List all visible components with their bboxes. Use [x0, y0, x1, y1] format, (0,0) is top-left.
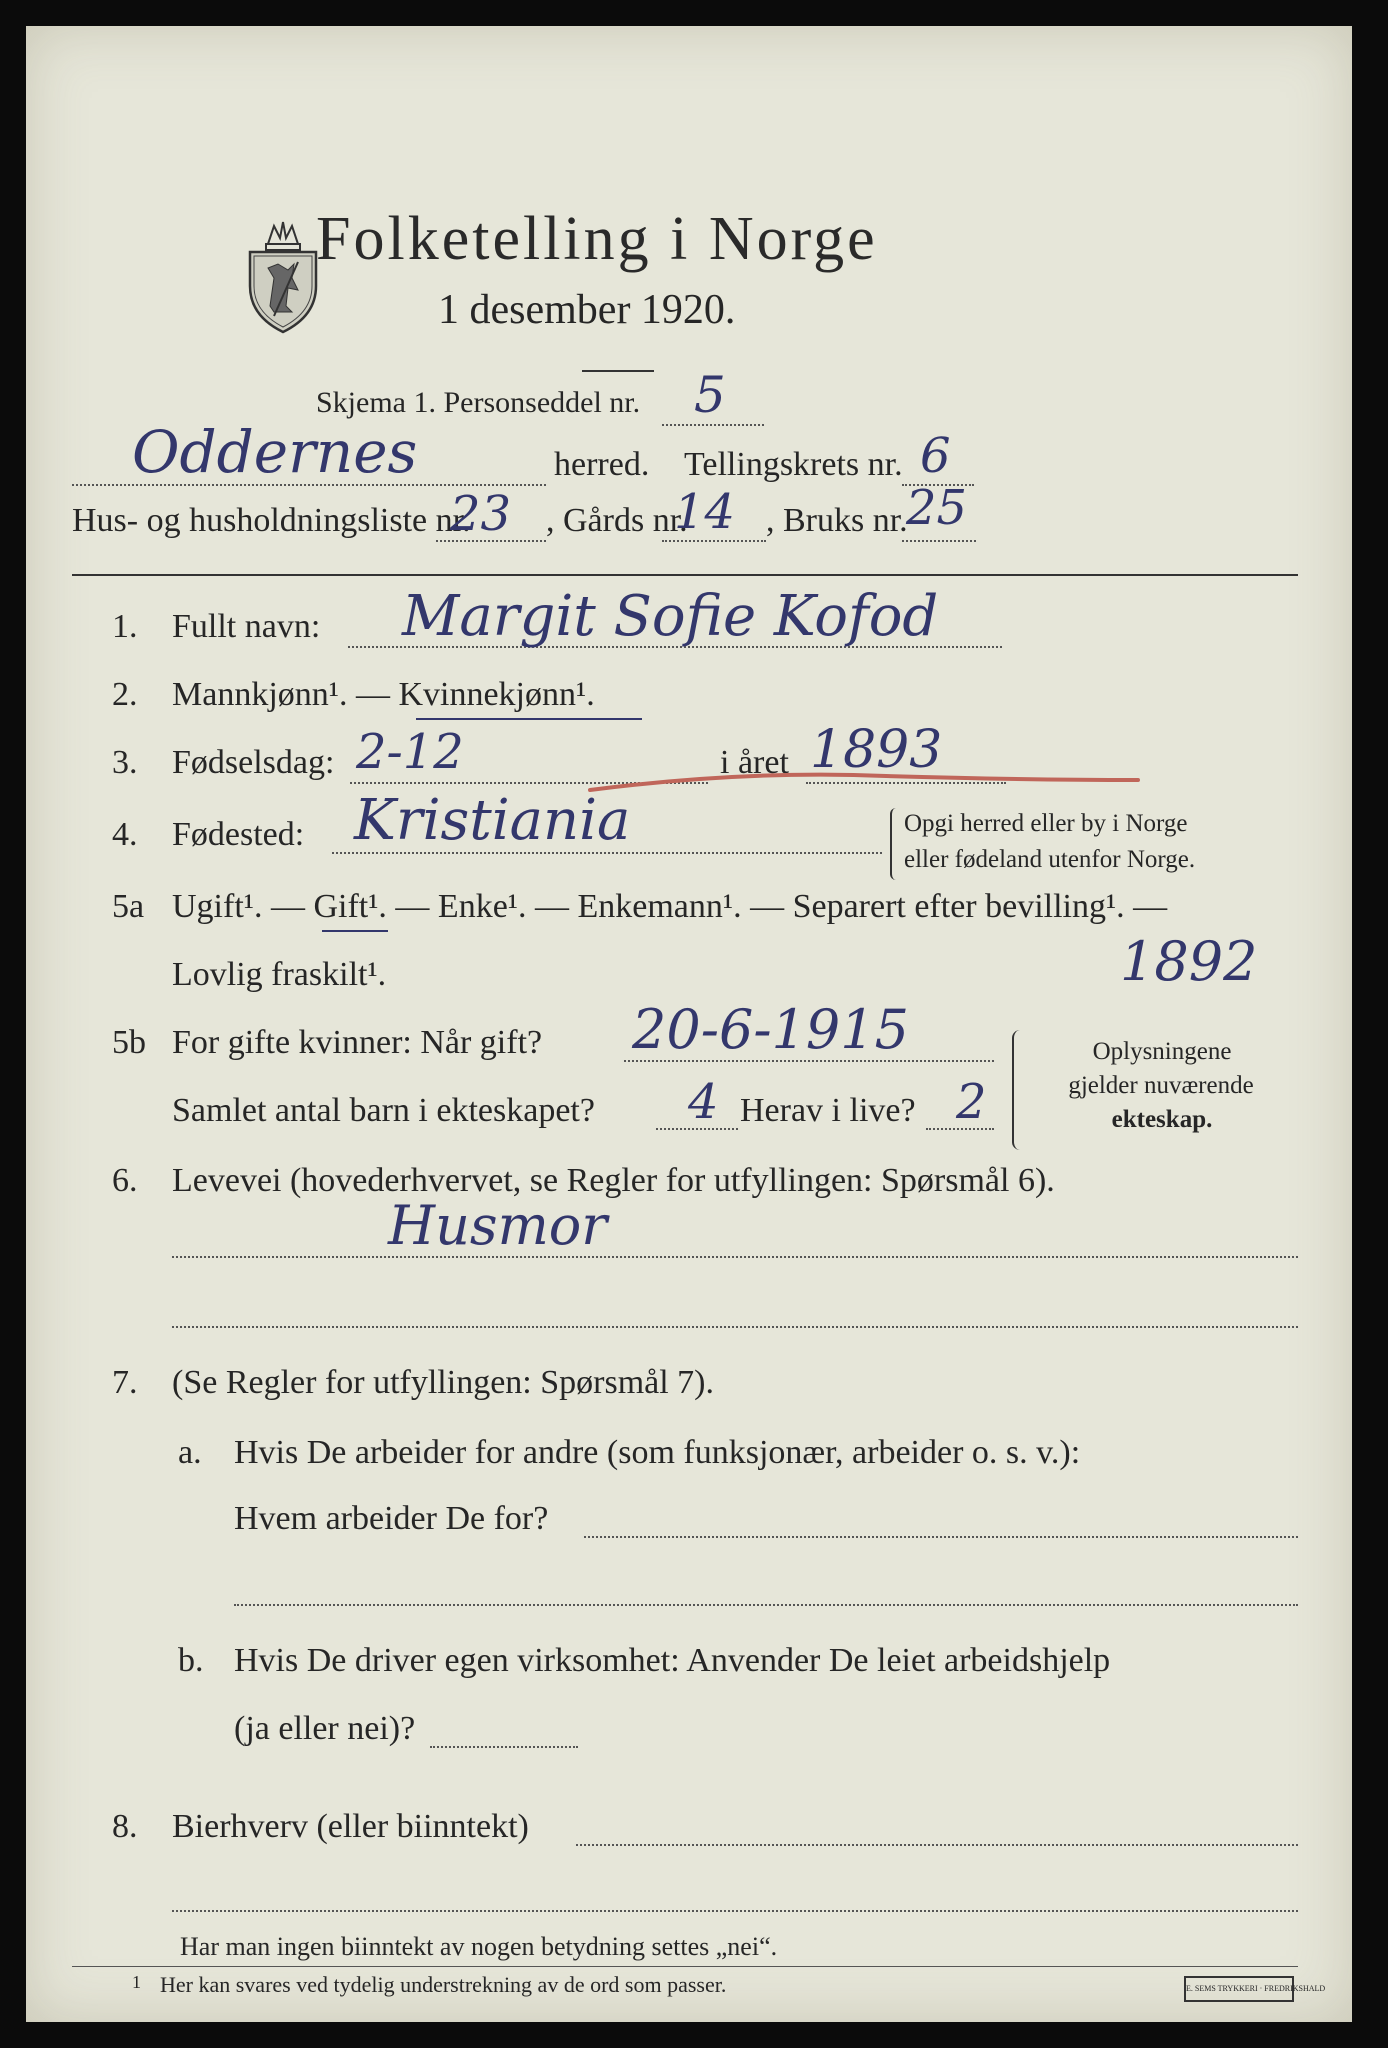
- herred-label: herred.: [554, 446, 650, 483]
- q7-label: (Se Regler for utfyllingen: Spørsmål 7).: [172, 1364, 715, 1401]
- birth-year-label: i året: [720, 744, 789, 781]
- q4-label: Fødested:: [172, 816, 305, 853]
- q7b-letter: b.: [178, 1642, 204, 1679]
- marital-status-options: Ugift¹. — Gift¹. — Enke¹. — Enkemann¹. — Separert efter bevilling¹. —: [172, 888, 1168, 925]
- q6-number: 6.: [112, 1162, 138, 1199]
- q7a-line1: Hvis De arbeider for andre (som funksjonær, arbeider o. s. v.):: [234, 1434, 1081, 1471]
- personseddel-nr-line: [662, 424, 764, 426]
- marital-status-underline[interactable]: [322, 930, 388, 932]
- full-name-value[interactable]: Margit Sofie Kofod: [402, 584, 939, 649]
- q2-number: 2.: [112, 676, 138, 713]
- herred-value[interactable]: Oddernes: [132, 418, 418, 486]
- skjema-label: Skjema 1. Personseddel nr.: [316, 386, 641, 419]
- q3-label: Fødselsdag:: [172, 744, 335, 781]
- occupation-line-2: [172, 1326, 1298, 1328]
- gards-nr-value[interactable]: 14: [674, 484, 736, 540]
- gards-nr-line: [662, 540, 766, 542]
- q6-label: Levevei (hovederhvervet, se Regler for utfyllingen: Spørsmål 6).: [172, 1162, 1055, 1199]
- husholdningsliste-label: Hus- og husholdningsliste nr.: [72, 502, 471, 539]
- printer-stamp: E. SEMS TRYKKERI · FREDRIKSHALD: [1184, 1976, 1294, 2002]
- q7a-letter: a.: [178, 1434, 202, 1471]
- birth-year-value[interactable]: 1893: [810, 720, 943, 780]
- footnote-marker: 1: [132, 1972, 141, 1992]
- q8-label: Bierhverv (eller biinntekt): [172, 1808, 529, 1845]
- bruks-label: , Bruks nr.: [766, 502, 908, 539]
- census-date: 1 desember 1920.: [438, 287, 736, 333]
- marriage-date-value[interactable]: 20-6-1915: [632, 998, 909, 1061]
- gender-selection-underline[interactable]: [416, 718, 642, 720]
- bruks-nr-value[interactable]: 25: [906, 480, 968, 536]
- occupation-line-1: [172, 1256, 1298, 1258]
- census-form: [26, 26, 1352, 2022]
- side-income-note: Har man ingen biinntekt av nogen betydning settes „nei“.: [180, 1932, 778, 1961]
- red-pencil-stroke: [586, 760, 1146, 800]
- q7b-line1: Hvis De driver egen virksomhet: Anvender De leiet arbeidshjelp: [234, 1642, 1111, 1679]
- footer-divider: [72, 1966, 1298, 1967]
- marriage-note-brace: [1012, 1030, 1024, 1150]
- q8-number: 8.: [112, 1808, 138, 1845]
- q1-number: 1.: [112, 608, 138, 645]
- marital-status-options-line2: Lovlig fraskilt¹.: [172, 956, 387, 993]
- q7a-line2: Hvem arbeider De for?: [234, 1500, 549, 1537]
- hired-help-line[interactable]: [430, 1746, 578, 1748]
- employer-line-2[interactable]: [234, 1604, 1298, 1606]
- marriage-note-line2: gjelder nuværende: [1068, 1072, 1254, 1099]
- q7-number: 7.: [112, 1364, 138, 1401]
- children-count-label: Samlet antal barn i ekteskapet?: [172, 1092, 595, 1129]
- side-income-line[interactable]: [576, 1844, 1298, 1846]
- q4-number: 4.: [112, 816, 138, 853]
- gender-options: Mannkjønn¹. — Kvinnekjønn¹.: [172, 676, 595, 713]
- children-alive-value[interactable]: 2: [956, 1074, 987, 1130]
- birthplace-note-line1: Opgi herred eller by i Norge: [904, 810, 1188, 837]
- q5b-label: For gifte kvinner: Når gift?: [172, 1024, 543, 1061]
- q5a-number: 5a: [112, 888, 145, 925]
- q5b-number: 5b: [112, 1024, 146, 1061]
- tellingskrets-label: Tellingskrets nr.: [684, 446, 903, 483]
- personseddel-nr-value[interactable]: 5: [694, 366, 726, 424]
- q3-number: 3.: [112, 744, 138, 781]
- title-divider: [582, 370, 654, 372]
- side-income-line-2[interactable]: [172, 1910, 1298, 1912]
- birthplace-note-brace: [890, 808, 900, 880]
- husholdningsliste-nr-value[interactable]: 23: [450, 486, 512, 542]
- occupation-value[interactable]: Husmor: [388, 1194, 608, 1257]
- footnote-text: Her kan svares ved tydelig understrekning av de ord som passer.: [160, 1972, 727, 1997]
- employer-line[interactable]: [584, 1536, 1298, 1538]
- children-alive-label: Herav i live?: [740, 1092, 916, 1129]
- header-divider: [72, 574, 1298, 576]
- form-title: Folketelling i Norge: [316, 205, 878, 273]
- marriage-note-line1: Oplysningene: [1092, 1038, 1232, 1065]
- q1-label: Fullt navn:: [172, 608, 321, 645]
- birthplace-note-line2: eller fødeland utenfor Norge.: [904, 846, 1196, 873]
- birthplace-value[interactable]: Kristiania: [354, 788, 631, 853]
- gards-label: , Gårds nr.: [546, 502, 688, 539]
- marriage-note-line3: ekteskap.: [1111, 1106, 1213, 1133]
- bruks-nr-line: [902, 540, 976, 542]
- tellingskrets-nr-value[interactable]: 6: [920, 428, 951, 484]
- children-count-value[interactable]: 4: [688, 1074, 719, 1130]
- birthdate-value[interactable]: 2-12: [356, 724, 464, 780]
- coat-of-arms-icon: [244, 216, 322, 336]
- q7b-line2: (ja eller nei)?: [234, 1710, 416, 1747]
- margin-year-note: 1892: [1120, 930, 1258, 993]
